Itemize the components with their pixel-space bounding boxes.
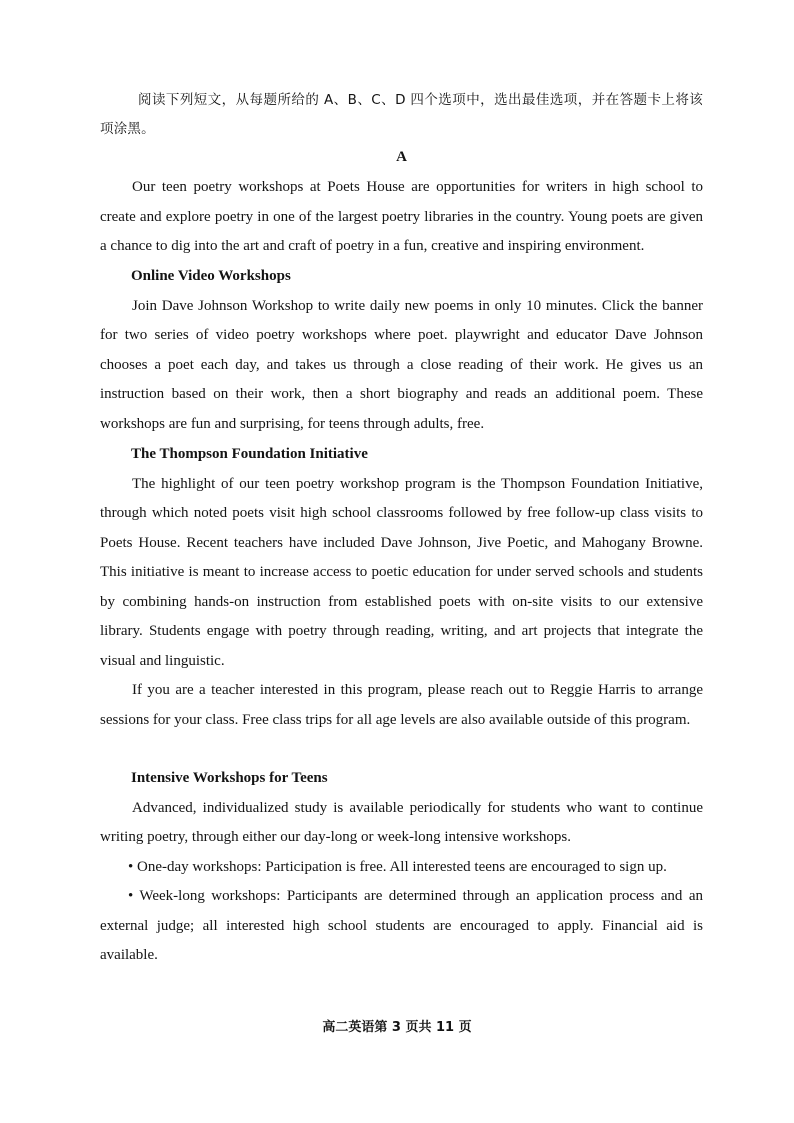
thompson-heading: The Thompson Foundation Initiative [131, 446, 368, 462]
thompson-paragraph-1: The highlight of our teen poetry workshop program is the Thompson Foundation Initiative, through which noted poets visit high school classrooms followed by free follow-up class visits to Poets House. Recent teachers have included Dave Johnson, Jive Poetic, and Mahogany Browne. This initiative is meant to increase access to poetic education for under served schools and students by combining hands-on instruction from established poets with on-site visits to our extensive library. Students engage with poetry through reading, writing, and art projects that integrate the visual and linguistic. [100, 475, 703, 669]
bullet-week-long: • Week-long workshops: Participants are determined through an application process and an external judge; all interested high school students are encouraged to apply. Financial aid is available. [100, 888, 703, 963]
passage-label: A [396, 149, 407, 165]
intensive-paragraph: Advanced, individualized study is available periodically for students who want to continue writing poetry, through either our day-long or week-long intensive workshops. [100, 799, 703, 845]
bullet-one-day: • One-day workshops: Participation is free. All interested teens are encouraged to sign up. [128, 858, 667, 875]
online-paragraph: Join Dave Johnson Workshop to write daily new poems in only 10 minutes. Click the banner for two series of video poetry workshops where poet. playwright and educator Dave Johnson chooses a poet each day, and takes us through a close reading of their work. He gives us an instruction based on their work, then a short biography and reads an additional poem. These workshops are fun and surprising, for teens through adults, free. [100, 297, 703, 432]
intensive-heading: Intensive Workshops for Teens [131, 770, 328, 786]
instruction-text: 阅读下列短文，从每题所给的 A、B、C、D 四个选项中，选出最佳选项，并在答题卡上将该项涂黑。 [100, 92, 703, 137]
thompson-paragraph-2: If you are a teacher interested in this program, please reach out to Reggie Harris to arrange sessions for your class. Free class trips for all age levels are also available outside of this program. [100, 682, 703, 728]
intro-block [100, 173, 703, 262]
instruction-block [100, 86, 703, 144]
thompson-section [100, 440, 703, 735]
intensive-section [100, 764, 703, 971]
intro-paragraph: Our teen poetry workshops at Poets House are opportunities for writers in high school to create and explore poetry in one of the largest poetry libraries in the country. Young poets are given a chance to dig into the art and craft of poetry in a fun, creative and inspiring environment. [100, 179, 703, 254]
online-section [100, 262, 703, 439]
page-footer: 高二英语第 3 页共 11 页 [322, 1020, 472, 1035]
passage-label-block [100, 143, 703, 173]
online-heading: Online Video Workshops [131, 268, 291, 284]
